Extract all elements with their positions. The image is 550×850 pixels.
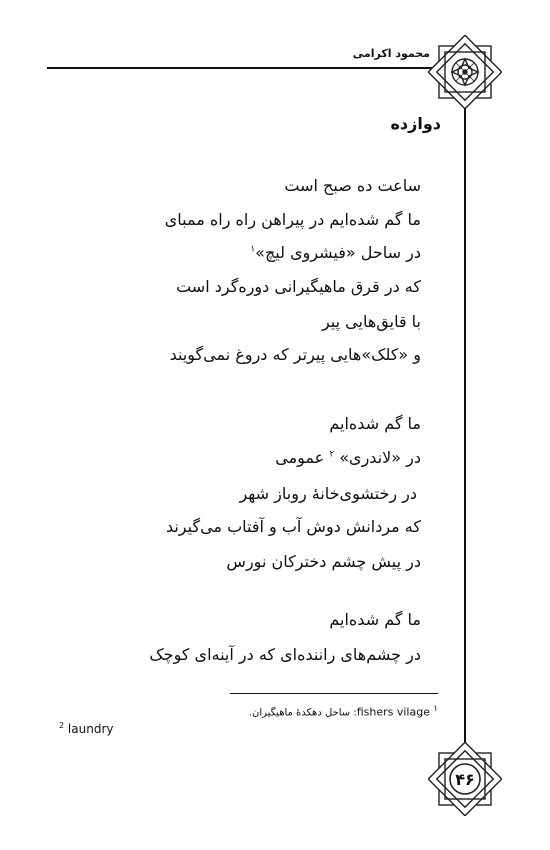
verse-line: در چشم‌های راننده‌ای که در آینه‌ای کوچک bbox=[149, 645, 421, 664]
author-name: محمود اکرامی bbox=[352, 47, 430, 60]
header-rule bbox=[47, 67, 447, 69]
page-number: ۴۶ bbox=[455, 769, 475, 789]
verse-line: با قایق‌هایی پیر bbox=[321, 312, 421, 331]
verse-line: ما گم شده‌ایم bbox=[329, 610, 421, 629]
verse-line: در پیش چشم دخترکان نورس bbox=[226, 552, 421, 571]
verse-line: ما گم شده‌ایم bbox=[329, 414, 421, 433]
footnote-1: $^۱$ fishers vilage: ساحل دهکدهٔ ماهیگیران. bbox=[248, 704, 438, 719]
verse-line: در «لاندری» $^۲$ عمومی bbox=[275, 448, 421, 467]
poem-title: دوازده bbox=[390, 114, 441, 133]
verse-line: در رختشوی‌خانهٔ روباز شهر bbox=[239, 484, 417, 503]
verse-line: که در قرق ماهیگیرانی دوره‌گرد است bbox=[176, 277, 421, 296]
footnote-marker: ۱ bbox=[250, 244, 256, 255]
verse-line: ما گم شده‌ایم در پیراهن راه راه ممبای bbox=[164, 210, 421, 229]
footnote-rule bbox=[230, 693, 438, 694]
verse-line: و «کلک»هایی پیرتر که دروغ نمی‌گویند bbox=[169, 345, 421, 364]
verse-line: ساعت ده صبح است bbox=[284, 176, 421, 195]
verse-line: که مردانش دوش آب و آفتاب می‌گیرند bbox=[165, 517, 421, 536]
footnote-marker: ۲ bbox=[329, 449, 335, 460]
margin-rule bbox=[464, 95, 466, 745]
verse-line: در ساحل «فیشروی لیچ»$^۱$ bbox=[250, 243, 421, 262]
top-rosette-ornament-icon bbox=[428, 35, 502, 109]
footnote-2: $^2$ laundry bbox=[59, 721, 114, 736]
